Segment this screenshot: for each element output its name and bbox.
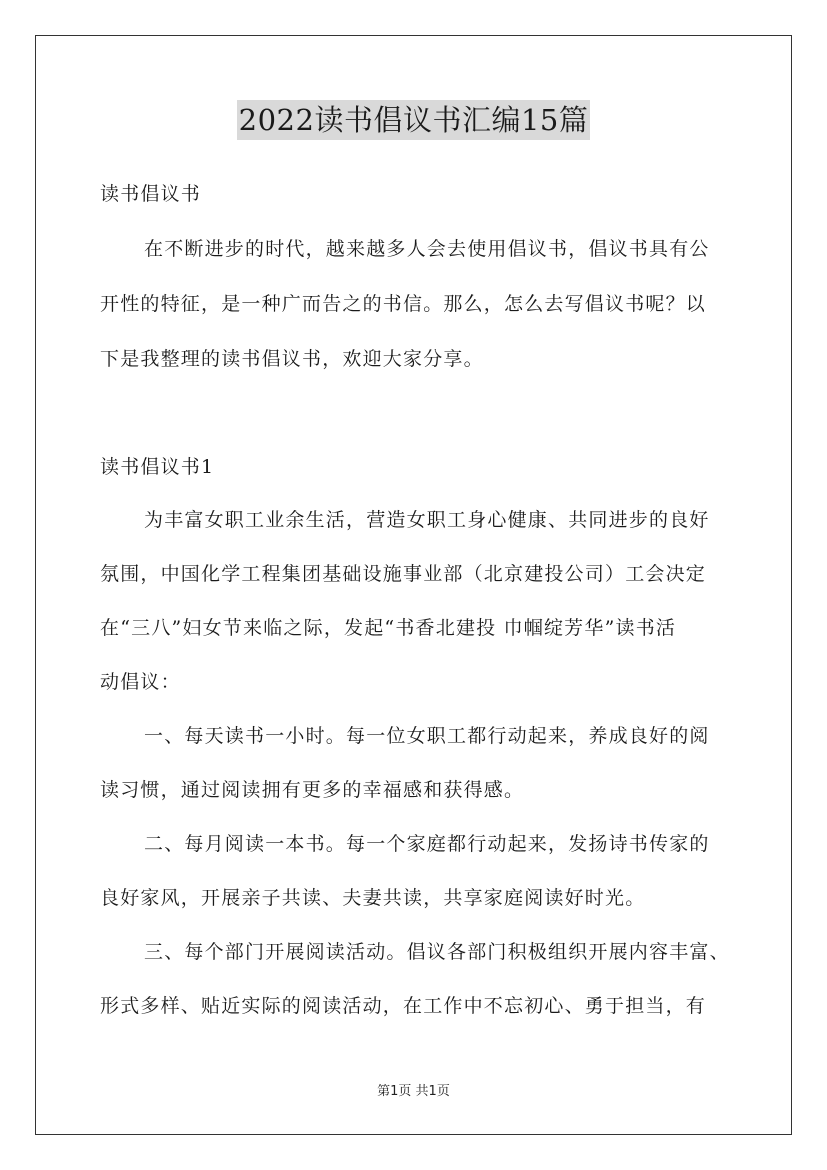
paragraph-line: 为丰富女职工业余生活，营造女职工身心健康、共同进步的良好 xyxy=(144,509,710,531)
list-item-line: 三、每个部门开展阅读活动。倡议各部门积极组织开展内容丰富、 xyxy=(144,941,730,963)
paragraph-line: 氛围，中国化学工程集团基础设施事业部（北京建投公司）工会决定 xyxy=(100,563,707,585)
list-item-line: 一、每天读书一小时。每一位女职工都行动起来，养成良好的阅 xyxy=(144,725,710,747)
intro-line: 在不断进步的时代，越来越多人会去使用倡议书，倡议书具有公 xyxy=(144,238,710,260)
list-item-line: 读习惯，通过阅读拥有更多的幸福感和获得感。 xyxy=(100,779,525,801)
list-item-line: 形式多样、贴近实际的阅读活动，在工作中不忘初心、勇于担当，有 xyxy=(100,995,707,1017)
title-container xyxy=(0,100,827,140)
document-title: 2022读书倡议书汇编15篇 xyxy=(237,100,591,140)
list-item-line: 良好家风，开展亲子共读、夫妻共读，共享家庭阅读好时光。 xyxy=(100,887,646,909)
intro-line: 下是我整理的读书倡议书，欢迎大家分享。 xyxy=(100,348,484,370)
page-number-footer: 第1页 共1页 xyxy=(377,1084,450,1099)
paragraph-line: 在“三八”妇女节来临之际，发起“书香北建投 巾帼绽芳华”读书活 xyxy=(100,617,677,639)
intro-line: 开性的特征，是一种广而告之的书信。那么，怎么去写倡议书呢？以 xyxy=(100,293,707,315)
paragraph-line: 动倡议： xyxy=(100,671,181,693)
list-item-line: 二、每月阅读一本书。每一个家庭都行动起来，发扬诗书传家的 xyxy=(144,833,710,855)
intro-heading: 读书倡议书 xyxy=(100,183,202,205)
section-heading: 读书倡议书1 xyxy=(100,456,215,478)
